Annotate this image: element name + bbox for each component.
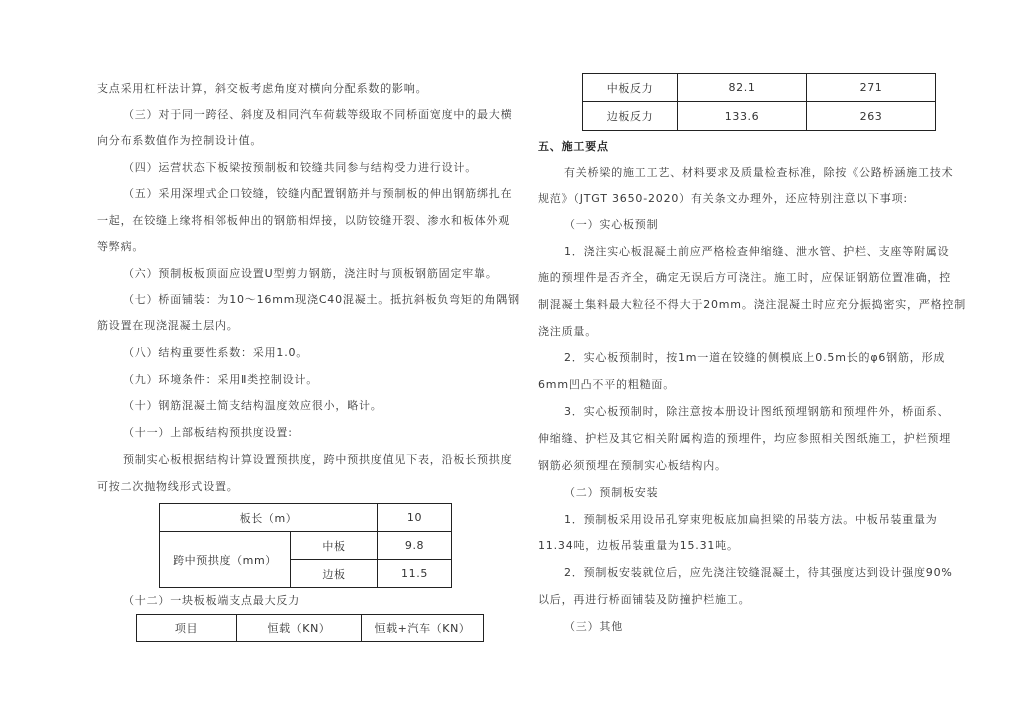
table-row [583,74,936,102]
text-line: 筋设置在现浇混凝土层内。 [97,319,239,332]
text-line: （六）预制板板顶面应设置U型剪力钢筋，浇注时与顶板钢筋固定牢靠。 [123,267,498,280]
header-dead: 恒载（KN） [237,615,362,642]
cell-edge-label: 边板 [291,560,378,588]
text-line: （九）环境条件：采用Ⅱ类控制设计。 [123,373,319,386]
text-line: 支点采用杠杆法计算，斜交板考虑角度对横向分配系数的影响。 [97,82,428,95]
row-dead-live: 263 [807,102,936,131]
row-dead-live: 271 [807,74,936,102]
text-line: （一）实心板预制 [564,218,659,231]
row-label: 中板反力 [583,74,678,102]
text-line: （十一）上部板结构预拱度设置: [123,426,293,439]
camber-table [159,503,452,588]
text-line: 可按二次抛物线形式设置。 [97,480,239,493]
header-dead-live: 恒载+汽车（KN） [362,615,484,642]
text-line: 2．实心板预制时，按1m一道在铰缝的侧模底上0.5m长的φ6钢筋，形成 [564,351,946,364]
text-line: 11.34吨，边板吊装重量为15.31吨。 [538,539,739,552]
cell-mid-value: 9.8 [378,532,452,560]
header-item: 项目 [137,615,237,642]
text-line: 伸缩缝、护栏及其它相关附属构造的预埋件，均应参照相关图纸施工，护栏预埋 [538,432,951,445]
row-dead: 133.6 [678,102,807,131]
text-line: 以后，再进行桥面铺装及防撞护栏施工。 [538,593,751,606]
text-line: （三）其他 [564,620,623,633]
text-line: （七）桥面铺装：为10～16mm现浇C40混凝土。抵抗斜板负弯矩的角隅钢 [123,293,520,306]
text-line: （三）对于同一跨径、斜度及相同汽车荷载等级取不同桥面宽度中的最大横 [123,108,513,121]
text-line: （八）结构重要性系数：采用1.0。 [123,346,309,359]
text-line: 预制实心板根据结构计算设置预拱度，跨中预拱度值见下表，沿板长预拱度 [123,453,513,466]
text-line: 一起，在铰缝上缘将相邻板伸出的钢筋相焊接，以防铰缝开裂、渗水和板体外观 [97,214,510,227]
text-line: 1．浇注实心板混凝土前应严格检查伸缩缝、泄水管、护栏、支座等附属设 [564,245,950,258]
text-line: 浇注质量。 [538,325,597,338]
text-line: 钢筋必须预埋在预制实心板结构内。 [538,459,727,472]
text-line: （十）钢筋混凝土简支结构温度效应很小，略计。 [123,399,383,412]
text-line: 向分布系数值作为控制设计值。 [97,134,263,147]
text-line: 1．预制板采用设吊孔穿束兜板底加扁担梁的吊装方法。中板吊装重量为 [564,513,938,526]
row-label: 边板反力 [583,102,678,131]
text-line: 有关桥梁的施工工艺、材料要求及质量检查标准，除按《公路桥涵施工技术 [564,166,954,179]
text-line: （四）运营状态下板梁按预制板和铰缝共同参与结构受力进行设计。 [123,161,477,174]
text-line: 2．预制板安装就位后，应先浇注铰缝混凝土，待其强度达到设计强度90% [564,566,953,579]
text-line: （二）预制板安装 [564,486,659,499]
text-line: 制混凝土集料最大粒径不得大于20mm。浇注混凝土时应充分振捣密实，严格控制 [538,298,967,311]
text-line: 施的预埋件是否齐全，确定无误后方可浇注。施工时，应保证钢筋位置准确，控 [538,271,951,284]
cell-length-label: 板长（m） [160,504,378,532]
reaction-caption: （十二）一块板板端支点最大反力 [123,594,300,607]
table-row [583,102,936,131]
text-line: 规范》（JTGT 3650-2020）有关条文办理外，还应特别注意以下事项: [538,192,908,205]
cell-edge-value: 11.5 [378,560,452,588]
text-line: 等弊病。 [97,240,145,253]
text-line: 6mm凹凸不平的粗糙面。 [538,378,676,391]
text-line: （五）采用深埋式企口铰缝，铰缝内配置钢筋并与预制板的伸出钢筋绑扎在 [123,187,513,200]
cell-mid-label: 中板 [291,532,378,560]
text-line: 3．实心板预制时，除注意按本册设计图纸预埋钢筋和预埋件外，桥面系、 [564,405,950,418]
reaction-table-header [136,614,484,642]
reaction-table-body [582,73,936,131]
section-title: 五、施工要点 [538,140,609,153]
cell-length-value: 10 [378,504,452,532]
row-dead: 82.1 [678,74,807,102]
cell-camber-label: 跨中预拱度（mm） [160,532,291,588]
